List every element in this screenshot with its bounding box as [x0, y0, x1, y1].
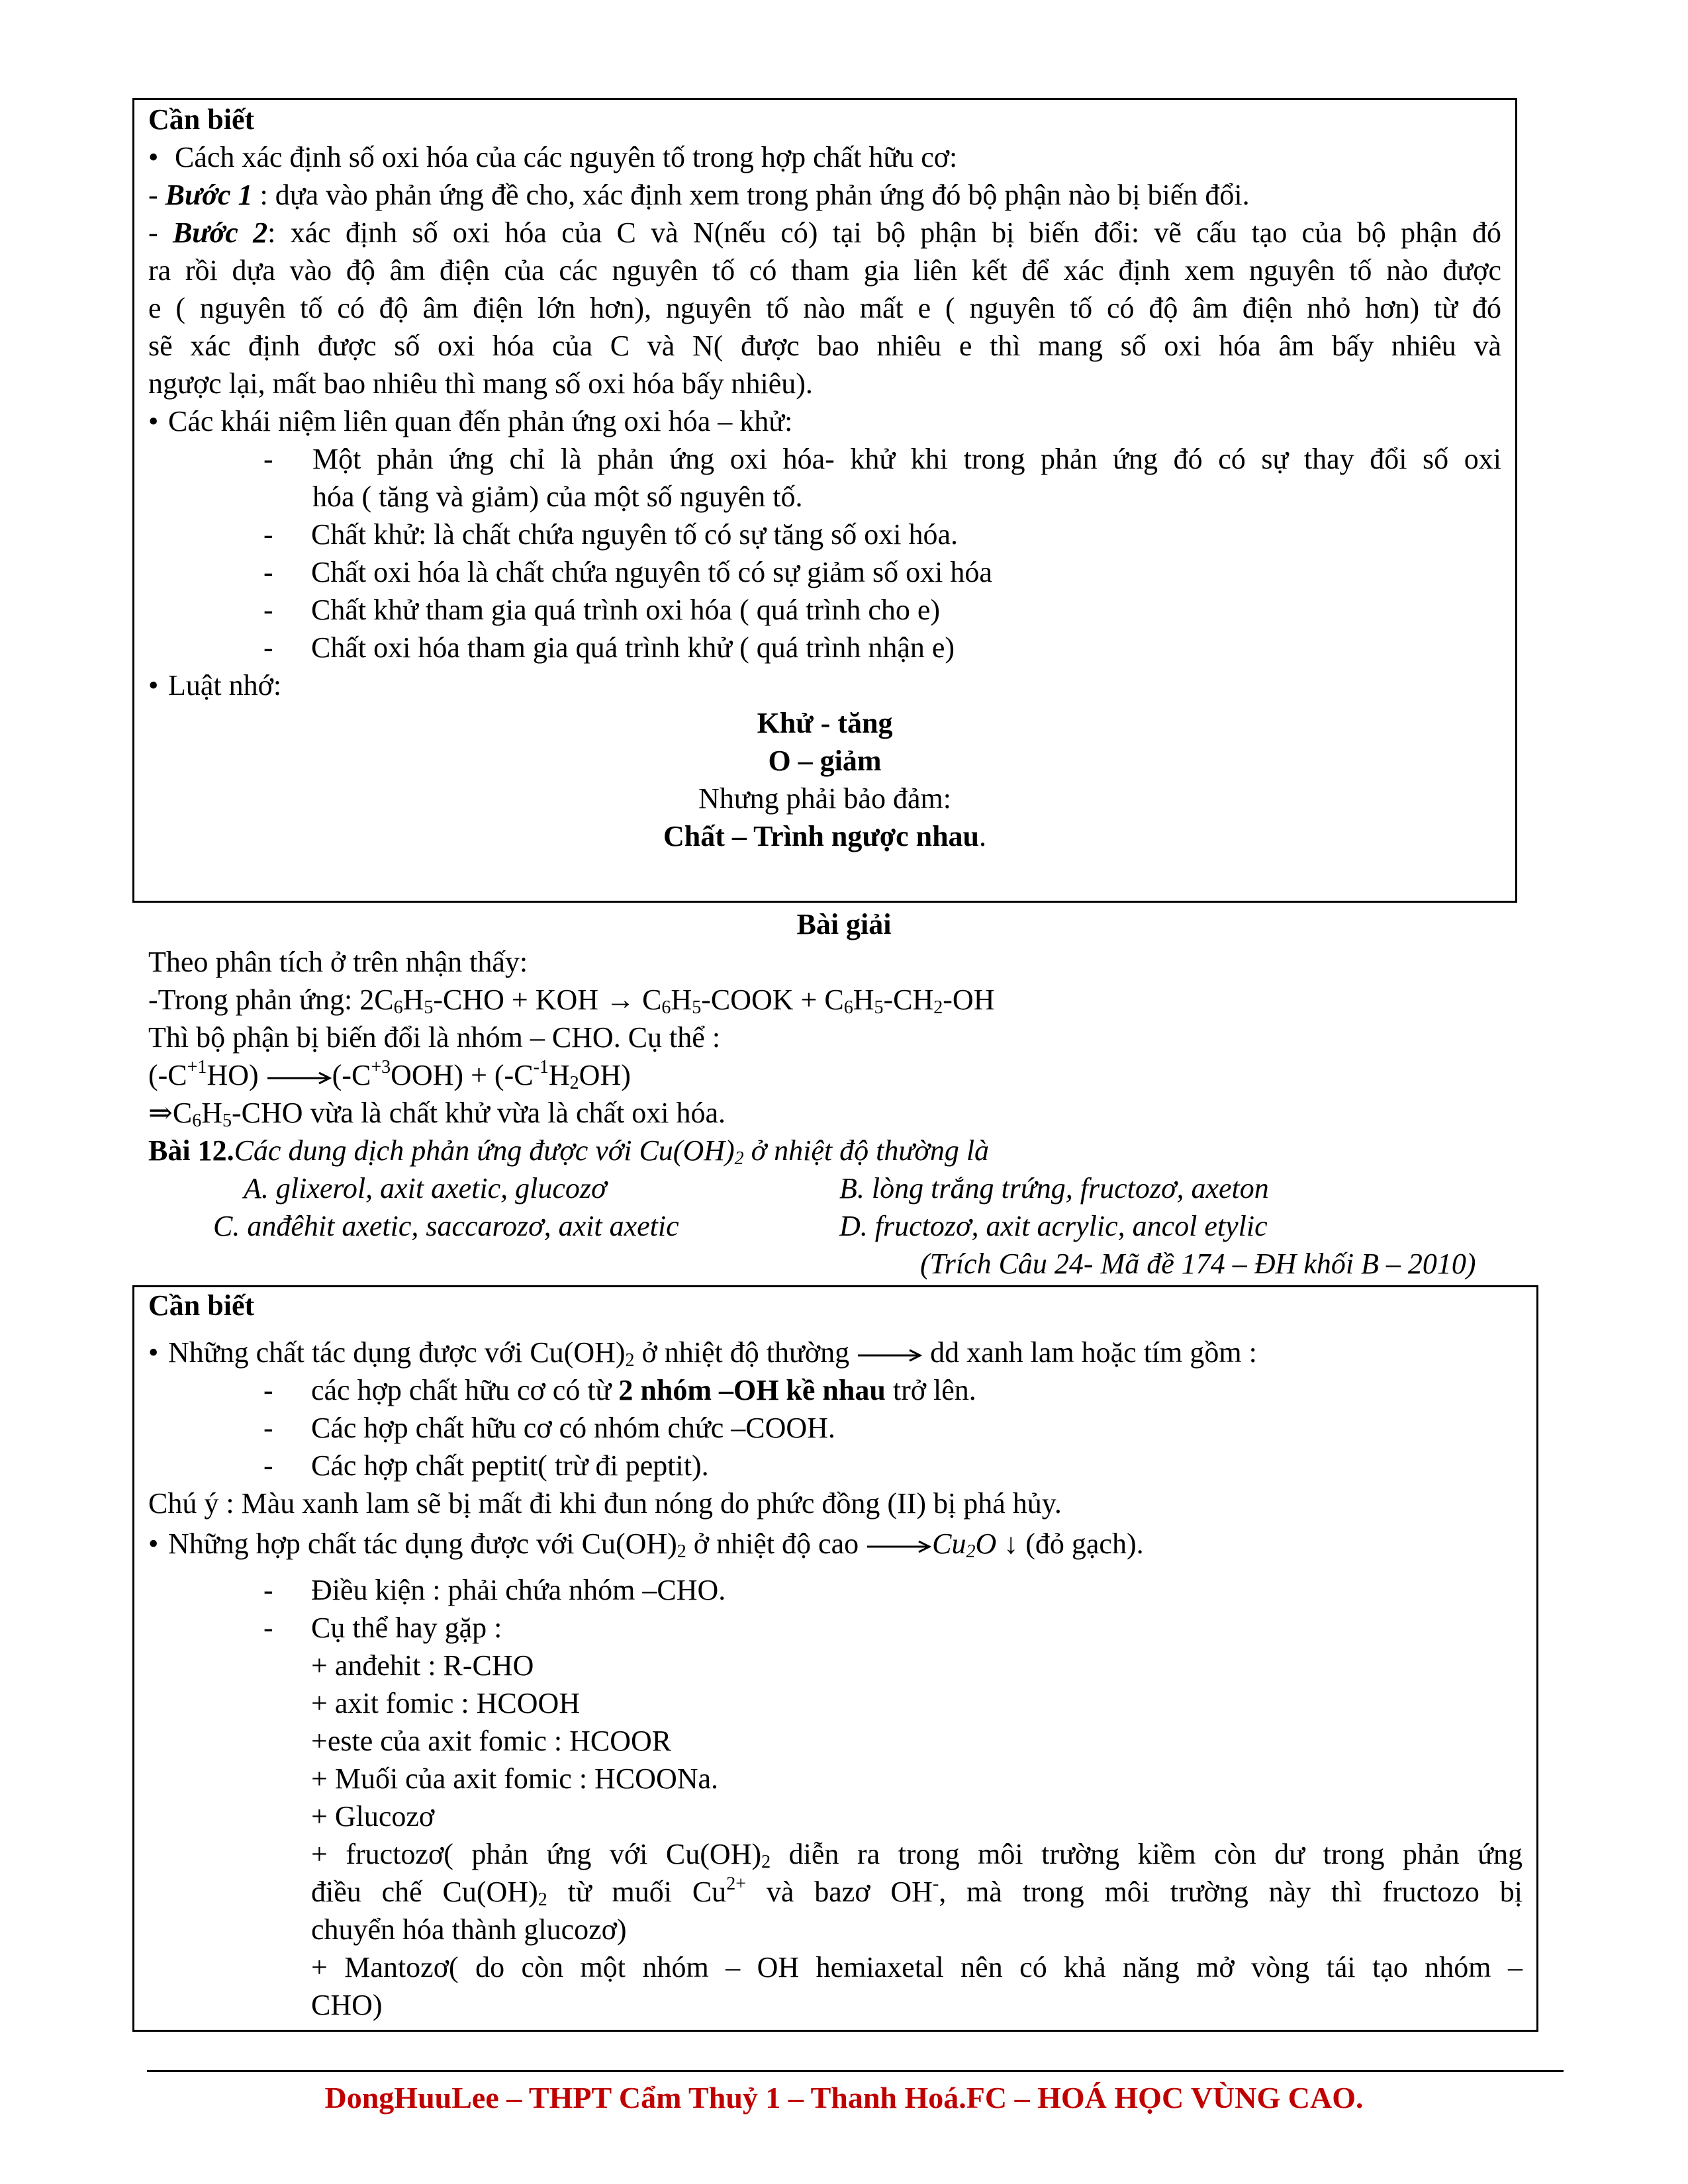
box1-dash-5: - Chất oxi hóa tham gia quá trình khử ( quá trình nhận e): [263, 631, 955, 664]
box2-dash-1: - các hợp chất hữu cơ có từ 2 nhóm –OH kề nhau trở lên.: [263, 1374, 976, 1406]
page-footer: DongHuuLee – THPT Cẩm Thuỷ 1 – Thanh Hoá.FC – HOÁ HỌC VÙNG CAO.: [324, 2081, 1364, 2115]
box1-dash-4: - Chất khử tham gia quá trình oxi hóa ( quá trình cho e): [263, 594, 941, 626]
option-d[interactable]: D. fructozơ, axit acrylic, ancol etylic: [839, 1210, 1268, 1242]
bullet-icon: •: [148, 1527, 159, 1560]
box2-item-2: + axit fomic : HCOOH: [311, 1687, 581, 1719]
option-a[interactable]: A. glixerol, axit axetic, glucozơ: [244, 1172, 607, 1205]
box1-step-2-line-4: sẽ xác định được số oxi hóa của C và N( được bao nhiêu e thì mang số oxi hóa âm bấy nhiêu và: [148, 330, 1501, 362]
box2-condition: - Điều kiện : phải chứa nhóm –CHO.: [263, 1574, 726, 1606]
implies-icon: ⇒: [148, 1097, 173, 1129]
box1-step-2-line-1: - Bước 2: xác định số oxi hóa của C và N(nếu có) tại bộ phận bị biến đổi: vẽ cấu tạo của bộ phận đó: [148, 216, 1502, 249]
box1-bullet-3: • Luật nhớ:: [148, 668, 281, 704]
rule-line-4: Chất – Trình ngược nhau.: [663, 820, 987, 852]
bullet-icon: •: [148, 1336, 159, 1369]
solution-line-1: Theo phân tích ở trên nhận thấy:: [148, 946, 528, 978]
box1-dash-3: - Chất oxi hóa là chất chứa nguyên tố có sự giảm số oxi hóa: [263, 556, 992, 588]
box2-item-7-line-1: + Mantozơ( do còn một nhóm – OH hemiaxetal nên có khả năng mở vòng tái tạo nhóm –: [311, 1951, 1523, 1983]
solution-reaction: -Trong phản ứng: $2C_6H_5$-CHO + KOH → $C_6H_5$-COOK + $C_6H_5-CH_2-OH$: [148, 983, 995, 1018]
box2-bullet-1: • Những chất tác dụng được với $Cu(OH)_2$ ở nhiệt độ thường dd xanh lam hoặc tím gồm :: [148, 1336, 1257, 1371]
long-arrow-icon: [266, 1058, 332, 1093]
bullet-icon: •: [148, 141, 159, 173]
box1-dash-1: -: [263, 443, 273, 475]
box1-bullet-2: • Các khái niệm liên quan đến phản ứng oxi hóa – khử:: [148, 404, 792, 439]
box1-dash-1-line-2: hóa ( tăng và giảm) của một số nguyên tố.: [312, 480, 803, 513]
solution-title: Bài giải: [796, 908, 892, 940]
option-b[interactable]: B. lòng trắng trứng, fructozơ, axeton: [839, 1172, 1269, 1205]
solution-line-3: Thì bộ phận bị biến đổi là nhóm – CHO. Cụ thể :: [148, 1021, 721, 1054]
box2-bullet-2: • Những hợp chất tác dụng được với $Cu(OH)_2$ ở nhiệt độ cao $Cu_2O$ ↓ (đỏ gạch).: [148, 1527, 1144, 1562]
footer-divider: [147, 2070, 1564, 2072]
box2-item-4: + Muối của axit fomic : HCOONa.: [311, 1762, 719, 1795]
solution-oxidation-scheme: $(-C^{+1}HO) (-C^{+3}OOH) + (-C^{-1}H_2OH)$: [148, 1057, 631, 1093]
rule-line-1: Khử - tăng: [757, 707, 893, 739]
option-c[interactable]: C. anđêhit axetic, saccarozơ, axit axetic: [213, 1210, 679, 1242]
solution-conclusion: $\Rightarrow C_6H_5$-CHO vừa là chất khử vừa là chất oxi hóa.: [148, 1097, 726, 1131]
box1-dash-2: - Chất khử: là chất chứa nguyên tố có sự tăng số oxi hóa.: [263, 518, 959, 551]
box2-item-7-line-2: CHO): [311, 1989, 383, 2021]
long-arrow-icon: [866, 1526, 932, 1562]
rule-line-2: O – giảm: [768, 745, 882, 777]
box2-heading: Cần biết: [148, 1289, 255, 1322]
box2-item-5: + Glucozơ: [311, 1800, 435, 1833]
box1-heading: Cần biết: [148, 103, 255, 136]
box2-common: - Cụ thể hay gặp :: [263, 1612, 502, 1644]
box1-step-2-line-5: ngược lại, mất bao nhiêu thì mang số oxi hóa bấy nhiêu).: [148, 367, 813, 400]
rule-line-3: Nhưng phải bảo đảm:: [698, 782, 951, 815]
box1-step-2-line-3: e ( nguyên tố có độ âm điện lớn hơn), nguyên tố nào mất e ( nguyên tố có độ âm điện nhỏ hơn) từ đó: [148, 292, 1501, 324]
box2-item-6-line-2: điều chế $Cu(OH)_2$ từ muối $Cu^{2+}$ và bazơ OH-, mà trong môi trường này thì fructozo bị: [311, 1874, 1523, 1910]
box1-step-1: - Bước 1 : dựa vào phản ứng đề cho, xác định xem trong phản ứng đó bộ phận nào bị biến đổi.: [148, 179, 1250, 211]
box1-step-2-line-2: ra rồi dựa vào độ âm điện của các nguyên tố có tham gia liên kết để xác định xem nguyên tố nào được: [148, 254, 1501, 287]
bullet-icon: •: [148, 669, 159, 702]
box1-dash-1-line-1: Một phản ứng chỉ là phản ứng oxi hóa- khử khi trong phản ứng đó có sự thay đổi số oxi: [312, 443, 1501, 475]
question-12: Bài 12.Các dung dịch phản ứng được với $Cu(OH)_2$ ở nhiệt độ thường là: [148, 1134, 990, 1169]
box2-dash-3: - Các hợp chất peptit( trừ đi peptit).: [263, 1449, 709, 1482]
box2-item-1: + anđehit : R-CHO: [311, 1649, 534, 1682]
box2-item-3: +este của axit fomic : HCOOR: [311, 1725, 672, 1757]
box2-dash-2: - Các hợp chất hữu cơ có nhóm chức –COOH.: [263, 1412, 835, 1444]
question-source: (Trích Câu 24- Mã đề 174 – ĐH khối B – 2010): [920, 1248, 1476, 1280]
box2-item-6-line-1: + fructozơ( phản ứng với $Cu(OH)_2$ diễn ra trong môi trường kiềm còn dư trong phản ứng: [311, 1838, 1523, 1872]
box1-bullet-1: • Cách xác định số oxi hóa của các nguyên tố trong hợp chất hữu cơ:: [148, 140, 957, 175]
long-arrow-icon: [857, 1335, 923, 1371]
bullet-icon: •: [148, 405, 159, 437]
box2-item-6-line-3: chuyển hóa thành glucozơ): [311, 1913, 627, 1946]
box2-note: Chú ý : Màu xanh lam sẽ bị mất đi khi đun nóng do phức đồng (II) bị phá hủy.: [148, 1487, 1062, 1520]
